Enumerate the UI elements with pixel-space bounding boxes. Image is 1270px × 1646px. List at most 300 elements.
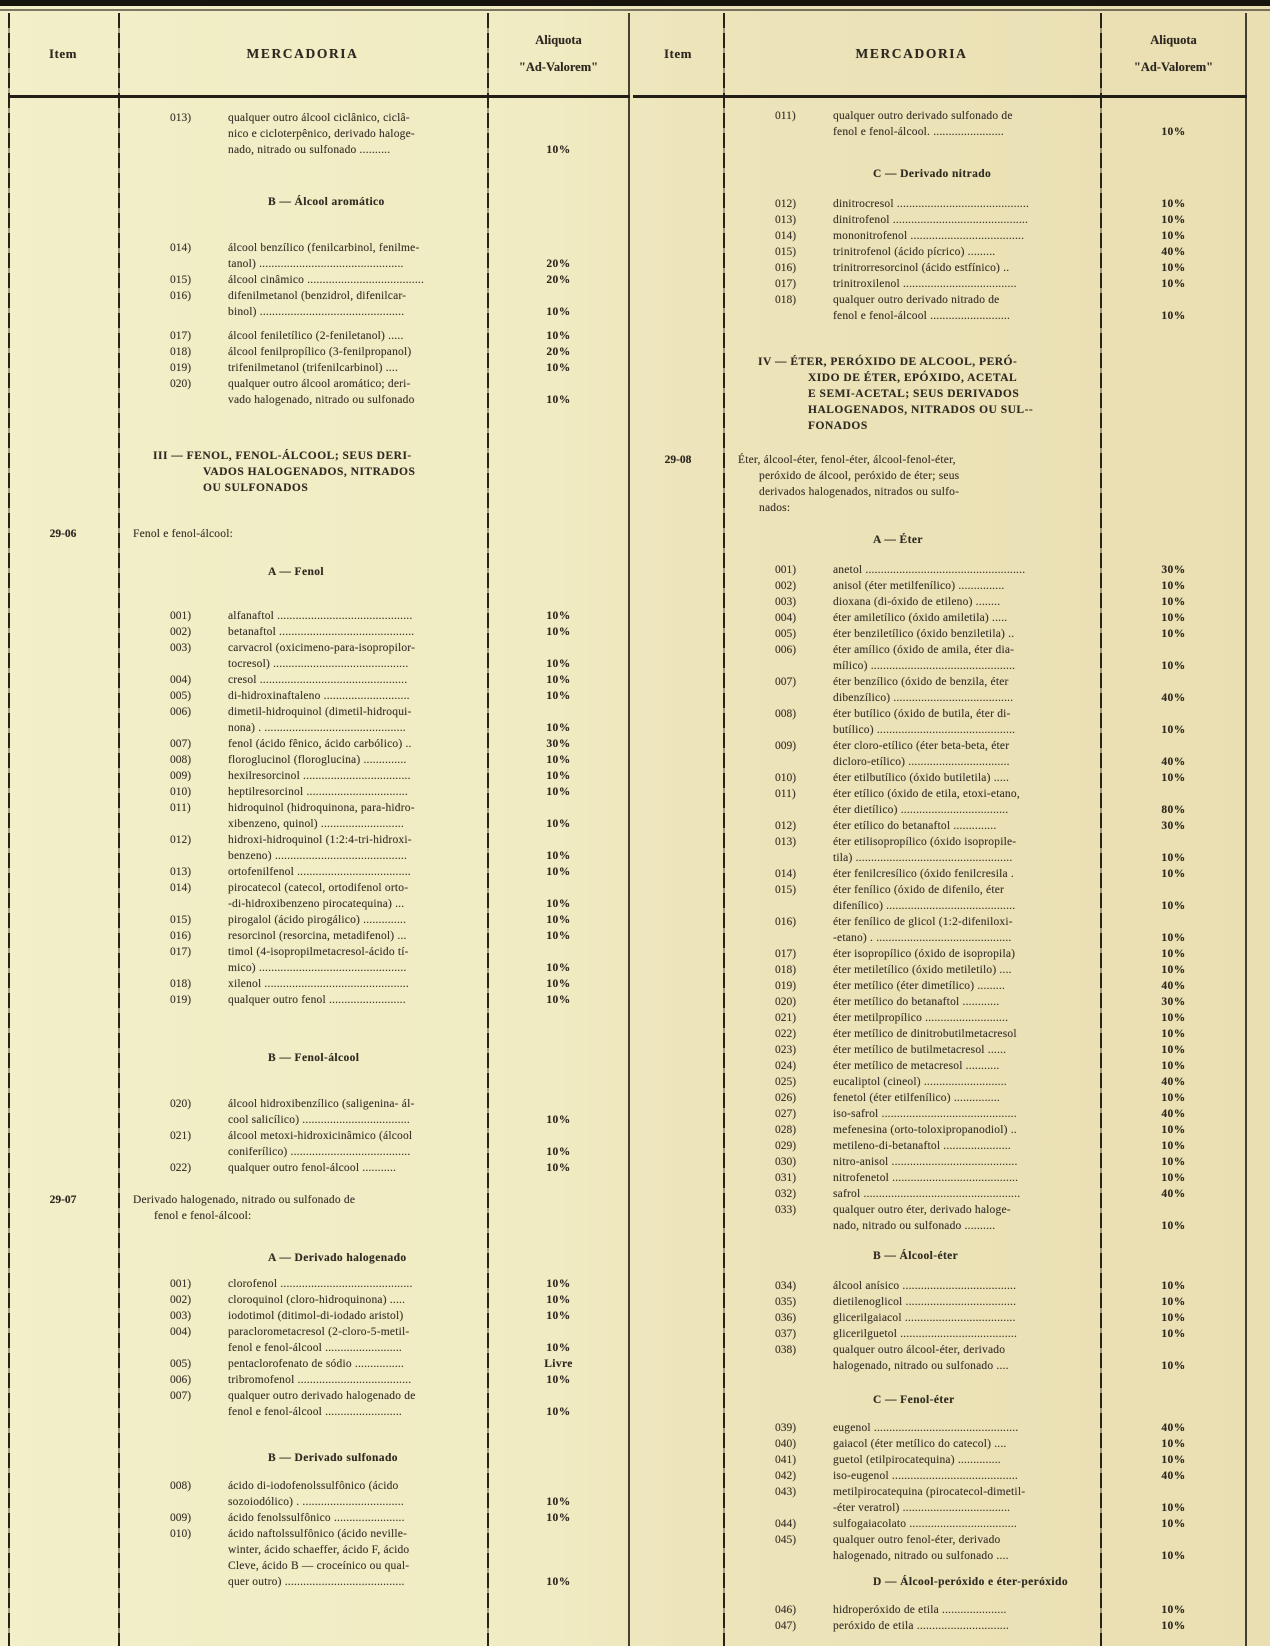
entry-number: 022) bbox=[170, 1162, 192, 1174]
entry-description: fenol (ácido fênico, ácido carbólico) .. bbox=[228, 738, 412, 750]
tariff-entry bbox=[633, 882, 1247, 914]
entry-description: iso-safrol ............................................ bbox=[833, 1108, 1017, 1120]
tariff-entry bbox=[8, 1160, 630, 1176]
tariff-entry bbox=[633, 1170, 1247, 1186]
entry-rate: 10% bbox=[1161, 900, 1186, 912]
entry-description: qualquer outro álcool-éter, derivado halogenado, nitrado ou sulfonado .... bbox=[833, 1344, 1009, 1372]
entry-description: safrol ................................................... bbox=[833, 1188, 1021, 1200]
subsection-label: A — Éter bbox=[873, 534, 923, 546]
entry-description: carvacrol (oxicimeno-para-isopropilor- tocresol) ............................................ bbox=[228, 642, 416, 670]
entry-description: éter butílico (óxido de butila, éter di- butílico) ............................................. bbox=[833, 708, 1016, 736]
entry-number: 010) bbox=[170, 786, 192, 798]
entry-number: 034) bbox=[775, 1280, 797, 1292]
entry-number: 009) bbox=[170, 1512, 192, 1524]
entry-number: 003) bbox=[170, 1310, 192, 1322]
subsection-heading bbox=[8, 564, 630, 580]
spacer bbox=[633, 548, 1247, 562]
entry-number: 013) bbox=[170, 112, 192, 124]
tariff-entry bbox=[8, 880, 630, 912]
entry-description: dietilenoglicol .................................... bbox=[833, 1296, 1017, 1308]
entry-rate: 10% bbox=[1161, 868, 1186, 880]
entry-number: 014) bbox=[775, 230, 797, 242]
column-header-aliquota bbox=[1100, 33, 1247, 75]
tariff-entry bbox=[633, 1106, 1247, 1122]
entry-number: 002) bbox=[170, 626, 192, 638]
entry-number: 012) bbox=[170, 834, 192, 846]
entry-rate: 10% bbox=[546, 1146, 571, 1158]
tariff-entry bbox=[8, 1128, 630, 1160]
tariff-entry bbox=[8, 1292, 630, 1308]
entry-number: 019) bbox=[775, 980, 797, 992]
entry-number: 039) bbox=[775, 1422, 797, 1434]
entry-description: trifenilmetanol (trifenilcarbinol) .... bbox=[228, 362, 399, 374]
entry-number: 022) bbox=[775, 1028, 797, 1040]
tariff-entry bbox=[8, 1356, 630, 1372]
entry-description: álcool fenilpropílico (3-fenilpropanol) bbox=[228, 346, 412, 358]
entry-number: 004) bbox=[170, 1326, 192, 1338]
tariff-entry bbox=[633, 1026, 1247, 1042]
tariff-entry bbox=[633, 866, 1247, 882]
entry-rate: 10% bbox=[1161, 772, 1186, 784]
tariff-entry bbox=[8, 736, 630, 752]
entry-number: 001) bbox=[170, 610, 192, 622]
entry-rate: 10% bbox=[1161, 1124, 1186, 1136]
column-header-mercadoria: MERCADORIA bbox=[246, 46, 359, 61]
entry-number: 019) bbox=[170, 994, 192, 1006]
tariff-entry bbox=[633, 786, 1247, 818]
entry-rate: 40% bbox=[1161, 692, 1186, 704]
column-header-aliquota bbox=[487, 33, 630, 75]
group-heading bbox=[633, 354, 1247, 434]
entry-number: 016) bbox=[170, 930, 192, 942]
tariff-entry bbox=[633, 276, 1247, 292]
entry-description: qualquer outro derivado sulfonado de fenol e fenol-álcool. ....................... bbox=[833, 110, 1013, 138]
tariff-entry bbox=[633, 610, 1247, 626]
entry-description: álcool hidroxibenzílico (saligenina- ál- cool salicílico) ................................... bbox=[228, 1098, 415, 1126]
entry-description: trinitrofenol (ácido pícrico) ......... bbox=[833, 246, 996, 258]
subsection-label: B — Derivado sulfonado bbox=[268, 1452, 398, 1464]
entry-description: metileno-di-betanaftol ...................... bbox=[833, 1140, 1011, 1152]
entry-description: paraclorometacresol (2-cloro-5-metil- fenol e fenol-álcool ......................... bbox=[228, 1326, 410, 1354]
table-header bbox=[633, 13, 1247, 98]
entry-rate: 10% bbox=[1161, 1604, 1186, 1616]
entry-rate: 10% bbox=[1161, 1312, 1186, 1324]
entry-description: álcool metoxi-hidroxicinâmico (álcool coniferílico) ....................................... bbox=[228, 1130, 413, 1158]
entry-description: éter metílico de butilmetacresol ...... bbox=[833, 1044, 1007, 1056]
entry-number: 007) bbox=[170, 738, 192, 750]
tariff-entry bbox=[8, 784, 630, 800]
entry-description: dioxana (di-óxido de etileno) ........ bbox=[833, 596, 1001, 608]
entry-rate: 10% bbox=[1161, 310, 1186, 322]
entry-number: 032) bbox=[775, 1188, 797, 1200]
entry-rate: 10% bbox=[546, 1294, 571, 1306]
tariff-entry bbox=[8, 1276, 630, 1292]
entry-number: 014) bbox=[775, 868, 797, 880]
entry-description: hidroxi-hidroquinol (1:2:4-tri-hidroxi- benzeno) ........................................... bbox=[228, 834, 412, 862]
entry-rate: 10% bbox=[546, 1406, 571, 1418]
entry-number: 016) bbox=[775, 916, 797, 928]
spacer bbox=[633, 140, 1247, 166]
tariff-entry bbox=[633, 834, 1247, 866]
entry-rate: 10% bbox=[1161, 1012, 1186, 1024]
entry-number: 019) bbox=[170, 362, 192, 374]
entry-number: 011) bbox=[170, 802, 191, 814]
tariff-entry bbox=[633, 978, 1247, 994]
tariff-entry bbox=[8, 864, 630, 880]
spacer bbox=[633, 434, 1247, 452]
tariff-entry bbox=[633, 1602, 1247, 1618]
entry-number: 011) bbox=[775, 788, 796, 800]
subsection-label: B — Álcool aromático bbox=[268, 196, 385, 208]
entry-rate: 10% bbox=[546, 674, 571, 686]
entry-description: mononitrofenol ..................................... bbox=[833, 230, 1025, 242]
entry-description: guetol (etilpirocatequina) .............. bbox=[833, 1454, 1001, 1466]
entry-rate: 10% bbox=[546, 786, 571, 798]
entry-number: 009) bbox=[775, 740, 797, 752]
entry-description: trinitrorresorcinol (ácido estfínico) .. bbox=[833, 262, 1010, 274]
entry-number: 012) bbox=[775, 820, 797, 832]
tariff-entry bbox=[633, 1532, 1247, 1564]
entry-rate: 10% bbox=[1161, 580, 1186, 592]
entry-rate: 10% bbox=[546, 1576, 571, 1588]
entry-description: gaiacol (éter metílico do catecol) .... bbox=[833, 1438, 1007, 1450]
entry-description: dinitrofenol ............................................ bbox=[833, 214, 1029, 226]
entry-number: 013) bbox=[775, 836, 797, 848]
entry-rate: 10% bbox=[546, 1342, 571, 1354]
entry-description: pirocatecol (catecol, ortodifenol orto- -di-hidroxibenzeno pirocatequina) ... bbox=[228, 882, 409, 910]
entry-rate: 10% bbox=[546, 330, 571, 342]
aliquota-label-line1: Aliquota bbox=[1150, 33, 1197, 47]
entry-rate: 10% bbox=[546, 658, 571, 670]
entry-rate: 30% bbox=[1161, 996, 1186, 1008]
entry-number: 008) bbox=[775, 708, 797, 720]
entry-number: 015) bbox=[170, 274, 192, 286]
entry-rate: 10% bbox=[1161, 612, 1186, 624]
entry-number: 016) bbox=[775, 262, 797, 274]
entry-rate: 10% bbox=[1161, 660, 1186, 672]
column-header-item: Item bbox=[664, 46, 692, 61]
subsection-heading bbox=[633, 166, 1247, 182]
entry-description: éter metilpropílico ........................... bbox=[833, 1012, 1009, 1024]
entry-number: 047) bbox=[775, 1620, 797, 1632]
column-header-item: Item bbox=[49, 46, 77, 61]
entry-number: 020) bbox=[170, 378, 192, 390]
entry-number: 020) bbox=[170, 1098, 192, 1110]
entry-number: 012) bbox=[775, 198, 797, 210]
tariff-entry bbox=[633, 626, 1247, 642]
tariff-entry bbox=[633, 962, 1247, 978]
entry-rate: 10% bbox=[546, 1278, 571, 1290]
tariff-entry bbox=[8, 328, 630, 344]
subsection-label: C — Fenol-éter bbox=[873, 1394, 955, 1406]
entry-rate: 10% bbox=[1161, 1518, 1186, 1530]
spacer bbox=[8, 1066, 630, 1096]
spacer bbox=[8, 210, 630, 240]
entry-rate: 10% bbox=[1161, 126, 1186, 138]
tariff-entry bbox=[633, 594, 1247, 610]
entry-description: álcool benzílico (fenilcarbinol, fenilme- tanol) ............................................... bbox=[228, 242, 420, 270]
entry-number: 008) bbox=[170, 754, 192, 766]
tariff-entry bbox=[633, 1618, 1247, 1634]
entry-number: 011) bbox=[775, 110, 796, 122]
entry-rate: 10% bbox=[546, 866, 571, 878]
tariff-entry bbox=[633, 228, 1247, 244]
tariff-entry bbox=[633, 196, 1247, 212]
entry-rate: 10% bbox=[1161, 198, 1186, 210]
entry-rate: 10% bbox=[1161, 1172, 1186, 1184]
tariff-entry bbox=[633, 1342, 1247, 1374]
entry-rate: 10% bbox=[1161, 1140, 1186, 1152]
entry-description: pirogalol (ácido pirogálico) .............. bbox=[228, 914, 407, 926]
tariff-entry bbox=[633, 1468, 1247, 1484]
tariff-entry bbox=[8, 640, 630, 672]
group-heading bbox=[8, 448, 630, 496]
entry-number: 016) bbox=[170, 290, 192, 302]
entry-description: álcool anísico ..................................... bbox=[833, 1280, 1017, 1292]
tariff-entry bbox=[633, 738, 1247, 770]
entry-description: qualquer outro álcool aromático; deri- vado halogenado, nitrado ou sulfonado bbox=[228, 378, 415, 406]
tariff-entry bbox=[8, 832, 630, 864]
entry-number: 014) bbox=[170, 882, 192, 894]
entry-description: éter cloro-etílico (éter beta-beta, éter dicloro-etílico) ................................. bbox=[833, 740, 1010, 768]
chapter-item-code: 29-08 bbox=[664, 454, 692, 466]
tariff-entry bbox=[8, 976, 630, 992]
entry-rate: 10% bbox=[1161, 1156, 1186, 1168]
tariff-entry bbox=[8, 928, 630, 944]
subsection-label: A — Fenol bbox=[268, 566, 324, 578]
entry-description: glicerilgaiacol .................................... bbox=[833, 1312, 1016, 1324]
chapter-row bbox=[8, 526, 630, 542]
tariff-entry bbox=[633, 914, 1247, 946]
entry-rate: 10% bbox=[1161, 724, 1186, 736]
entry-number: 007) bbox=[775, 676, 797, 688]
entry-number: 006) bbox=[775, 644, 797, 656]
entry-description: qualquer outro derivado nitrado de fenol e fenol-álcool .......................... bbox=[833, 294, 1011, 322]
entry-description: difenilmetanol (benzidrol, difenilcar- binol) ............................................... bbox=[228, 290, 407, 318]
entry-number: 017) bbox=[170, 946, 192, 958]
tariff-entry bbox=[8, 272, 630, 288]
entry-rate: 10% bbox=[546, 626, 571, 638]
entry-number: 013) bbox=[775, 214, 797, 226]
spacer bbox=[633, 1264, 1247, 1278]
entry-rate: 40% bbox=[1161, 246, 1186, 258]
entry-description: éter etílico (óxido de etila, etoxi-etano, éter dietílico) ................................... bbox=[833, 788, 1020, 816]
tariff-entry bbox=[8, 992, 630, 1008]
entry-rate: 20% bbox=[546, 274, 571, 286]
tariff-entry bbox=[633, 578, 1247, 594]
entry-description: hexilresorcinol ................................... bbox=[228, 770, 411, 782]
entry-description: clorofenol ........................................... bbox=[228, 1278, 413, 1290]
entry-number: 018) bbox=[170, 346, 192, 358]
entry-description: metilpirocatequina (pirocatecol-dimetil- -éter veratrol) ................................... bbox=[833, 1486, 1026, 1514]
entry-number: 018) bbox=[170, 978, 192, 990]
tariff-entry bbox=[8, 768, 630, 784]
chapter-item-code: 29-07 bbox=[49, 1194, 77, 1206]
entry-description: xilenol ............................................... bbox=[228, 978, 409, 990]
entry-description: peróxido de etila .............................. bbox=[833, 1620, 1010, 1632]
entry-number: 008) bbox=[170, 1480, 192, 1492]
chapter-row bbox=[8, 1192, 630, 1224]
entry-number: 031) bbox=[775, 1172, 797, 1184]
entry-description: éter etilisopropílico (óxido isopropile- tila) ................................................... bbox=[833, 836, 1017, 864]
spacer bbox=[8, 98, 630, 110]
spacer bbox=[633, 1408, 1247, 1420]
entry-rate: 10% bbox=[546, 770, 571, 782]
entry-rate: 10% bbox=[1161, 1360, 1186, 1372]
entry-number: 013) bbox=[170, 866, 192, 878]
entry-number: 002) bbox=[775, 580, 797, 592]
entry-rate: 10% bbox=[546, 1114, 571, 1126]
entry-number: 001) bbox=[170, 1278, 192, 1290]
tariff-entry bbox=[8, 1308, 630, 1324]
entry-description: anetol .................................................... bbox=[833, 564, 1026, 576]
entry-description: qualquer outro derivado halogenado de fenol e fenol-álcool ......................... bbox=[228, 1390, 416, 1418]
entry-rate: 10% bbox=[1161, 1620, 1186, 1632]
tariff-entry bbox=[633, 1278, 1247, 1294]
entry-number: 026) bbox=[775, 1092, 797, 1104]
entry-rate: 30% bbox=[546, 738, 571, 750]
tariff-entry bbox=[633, 108, 1247, 140]
entry-description: floroglucinol (floroglucina) .............. bbox=[228, 754, 407, 766]
entry-description: nitrofenetol ......................................... bbox=[833, 1172, 1019, 1184]
entry-description: sulfogaiacolato ................................... bbox=[833, 1518, 1017, 1530]
entry-rate: 10% bbox=[1161, 230, 1186, 242]
entry-number: 043) bbox=[775, 1486, 797, 1498]
entry-number: 042) bbox=[775, 1470, 797, 1482]
tariff-entry bbox=[8, 624, 630, 640]
tariff-entry bbox=[8, 704, 630, 736]
tariff-entry bbox=[8, 360, 630, 376]
entry-rate: 20% bbox=[546, 346, 571, 358]
entry-description: qualquer outro álcool ciclânico, ciclâ- nico e cicloterpênico, derivado haloge- nado, nitrado ou sulfonado .......... bbox=[228, 112, 415, 156]
entry-description: éter amiletílico (óxido amiletila) ..... bbox=[833, 612, 1008, 624]
tariff-entry bbox=[8, 376, 630, 408]
entry-description: cloroquinol (cloro-hidroquinona) ..... bbox=[228, 1294, 406, 1306]
entry-rate: 40% bbox=[1161, 1422, 1186, 1434]
entry-description: éter etilbutílico (óxido butiletila) ..... bbox=[833, 772, 1010, 784]
tariff-entry bbox=[8, 1478, 630, 1510]
entry-description: ácido fenolssulfônico ....................... bbox=[228, 1512, 405, 1524]
subsection-heading bbox=[633, 532, 1247, 548]
tariff-entry bbox=[8, 344, 630, 360]
tariff-entry bbox=[8, 1372, 630, 1388]
tariff-entry bbox=[633, 1042, 1247, 1058]
entry-description: éter isopropílico (óxido de isopropila) bbox=[833, 948, 1016, 960]
entry-rate: 10% bbox=[546, 978, 571, 990]
entry-description: tribromofenol ..................................... bbox=[228, 1374, 412, 1386]
entry-description: pentaclorofenato de sódio ................ bbox=[228, 1358, 405, 1370]
tariff-entry bbox=[633, 1122, 1247, 1138]
tariff-entry bbox=[633, 1202, 1247, 1234]
tariff-entry bbox=[633, 1310, 1247, 1326]
subsection-label: A — Derivado halogenado bbox=[268, 1252, 407, 1264]
entry-description: mefenesina (orto-toloxipropanodiol) .. bbox=[833, 1124, 1017, 1136]
entry-description: éter benziletílico (óxido benziletila) .. bbox=[833, 628, 1015, 640]
tariff-entry bbox=[633, 946, 1247, 962]
panel-body-left bbox=[8, 98, 630, 1590]
entry-number: 027) bbox=[775, 1108, 797, 1120]
aliquota-label-line2: "Ad-Valorem" bbox=[518, 60, 599, 74]
entry-description: resorcinol (resorcina, metadifenol) ... bbox=[228, 930, 407, 942]
entry-description: éter amílico (óxido de amila, éter dia- mílico) ............................................... bbox=[833, 644, 1016, 672]
group-heading-text: IV — ÉTER, PERÓXIDO DE ALCOOL, PERÓ- XIDO DE ÉTER, EPÓXIDO, ACETAL E SEMI-ACETAL; SEUS DERIVADOS HALOGENADOS, NITRADOS OU SUL-- FONADOS bbox=[758, 356, 1034, 432]
tariff-entry bbox=[633, 1010, 1247, 1026]
entry-number: 024) bbox=[775, 1060, 797, 1072]
entry-rate: 10% bbox=[546, 394, 571, 406]
entry-description: eugenol ............................................... bbox=[833, 1422, 1019, 1434]
tariff-entry bbox=[633, 292, 1247, 324]
entry-number: 015) bbox=[775, 884, 797, 896]
entry-description: qualquer outro éter, derivado haloge- nado, nitrado ou sulfonado .......... bbox=[833, 1204, 1011, 1232]
chapter-item-code: 29-06 bbox=[49, 528, 77, 540]
entry-number: 003) bbox=[170, 642, 192, 654]
entry-rate: 10% bbox=[1161, 1280, 1186, 1292]
entry-rate: 10% bbox=[1161, 1454, 1186, 1466]
tariff-entry bbox=[633, 1452, 1247, 1468]
entry-rate: 10% bbox=[1161, 1028, 1186, 1040]
entry-number: 017) bbox=[170, 330, 192, 342]
tariff-entry bbox=[633, 642, 1247, 674]
entry-number: 040) bbox=[775, 1438, 797, 1450]
spacer bbox=[8, 408, 630, 448]
entry-number: 014) bbox=[170, 242, 192, 254]
subsection-heading bbox=[633, 1248, 1247, 1264]
entry-description: éter fenílico de glicol (1:2-difeniloxi- -etano) . ............................................ bbox=[833, 916, 1013, 944]
entry-rate: 10% bbox=[546, 818, 571, 830]
tariff-entry bbox=[633, 818, 1247, 834]
spacer bbox=[8, 158, 630, 194]
entry-number: 017) bbox=[775, 948, 797, 960]
entry-rate: 10% bbox=[546, 898, 571, 910]
entry-number: 010) bbox=[170, 1528, 192, 1540]
tariff-entry bbox=[8, 288, 630, 320]
entry-rate: 10% bbox=[546, 1496, 571, 1508]
entry-number: 036) bbox=[775, 1312, 797, 1324]
entry-description: éter metílico de dinitrobutilmetacresol bbox=[833, 1028, 1017, 1040]
entry-number: 005) bbox=[170, 690, 192, 702]
entry-rate: 10% bbox=[1161, 1296, 1186, 1308]
tariff-entry bbox=[8, 944, 630, 976]
entry-rate: 20% bbox=[546, 258, 571, 270]
entry-number: 004) bbox=[775, 612, 797, 624]
entry-number: 018) bbox=[775, 294, 797, 306]
entry-rate: 10% bbox=[1161, 262, 1186, 274]
chapter-row bbox=[633, 452, 1247, 516]
entry-number: 018) bbox=[775, 964, 797, 976]
panel-body-right bbox=[633, 98, 1247, 1634]
spacer bbox=[633, 98, 1247, 108]
chapter-description: Derivado halogenado, nitrado ou sulfonado de fenol e fenol-álcool: bbox=[133, 1194, 356, 1222]
tariff-entry bbox=[633, 1090, 1247, 1106]
entry-rate: 40% bbox=[1161, 1108, 1186, 1120]
tariff-table-left bbox=[8, 13, 630, 1646]
entry-description: alfanaftol ............................................ bbox=[228, 610, 413, 622]
entry-number: 037) bbox=[775, 1328, 797, 1340]
chapter-description: Fenol e fenol-álcool: bbox=[133, 528, 234, 540]
entry-number: 021) bbox=[775, 1012, 797, 1024]
entry-rate: 10% bbox=[546, 690, 571, 702]
column-header-mercadoria: MERCADORIA bbox=[855, 46, 968, 61]
entry-description: ácido di-iodofenolssulfônico (ácido sozoiodólico) . ................................. bbox=[228, 1480, 404, 1508]
entry-description: nitro-anisol ......................................... bbox=[833, 1156, 1018, 1168]
entry-rate: 30% bbox=[1161, 820, 1186, 832]
entry-number: 044) bbox=[775, 1518, 797, 1530]
tariff-entry bbox=[8, 110, 630, 158]
entry-description: iodotimol (ditimol-di-iodado aristol) bbox=[228, 1310, 404, 1322]
entry-rate: 10% bbox=[546, 144, 571, 156]
tariff-entry bbox=[633, 1154, 1247, 1170]
entry-number: 015) bbox=[170, 914, 192, 926]
